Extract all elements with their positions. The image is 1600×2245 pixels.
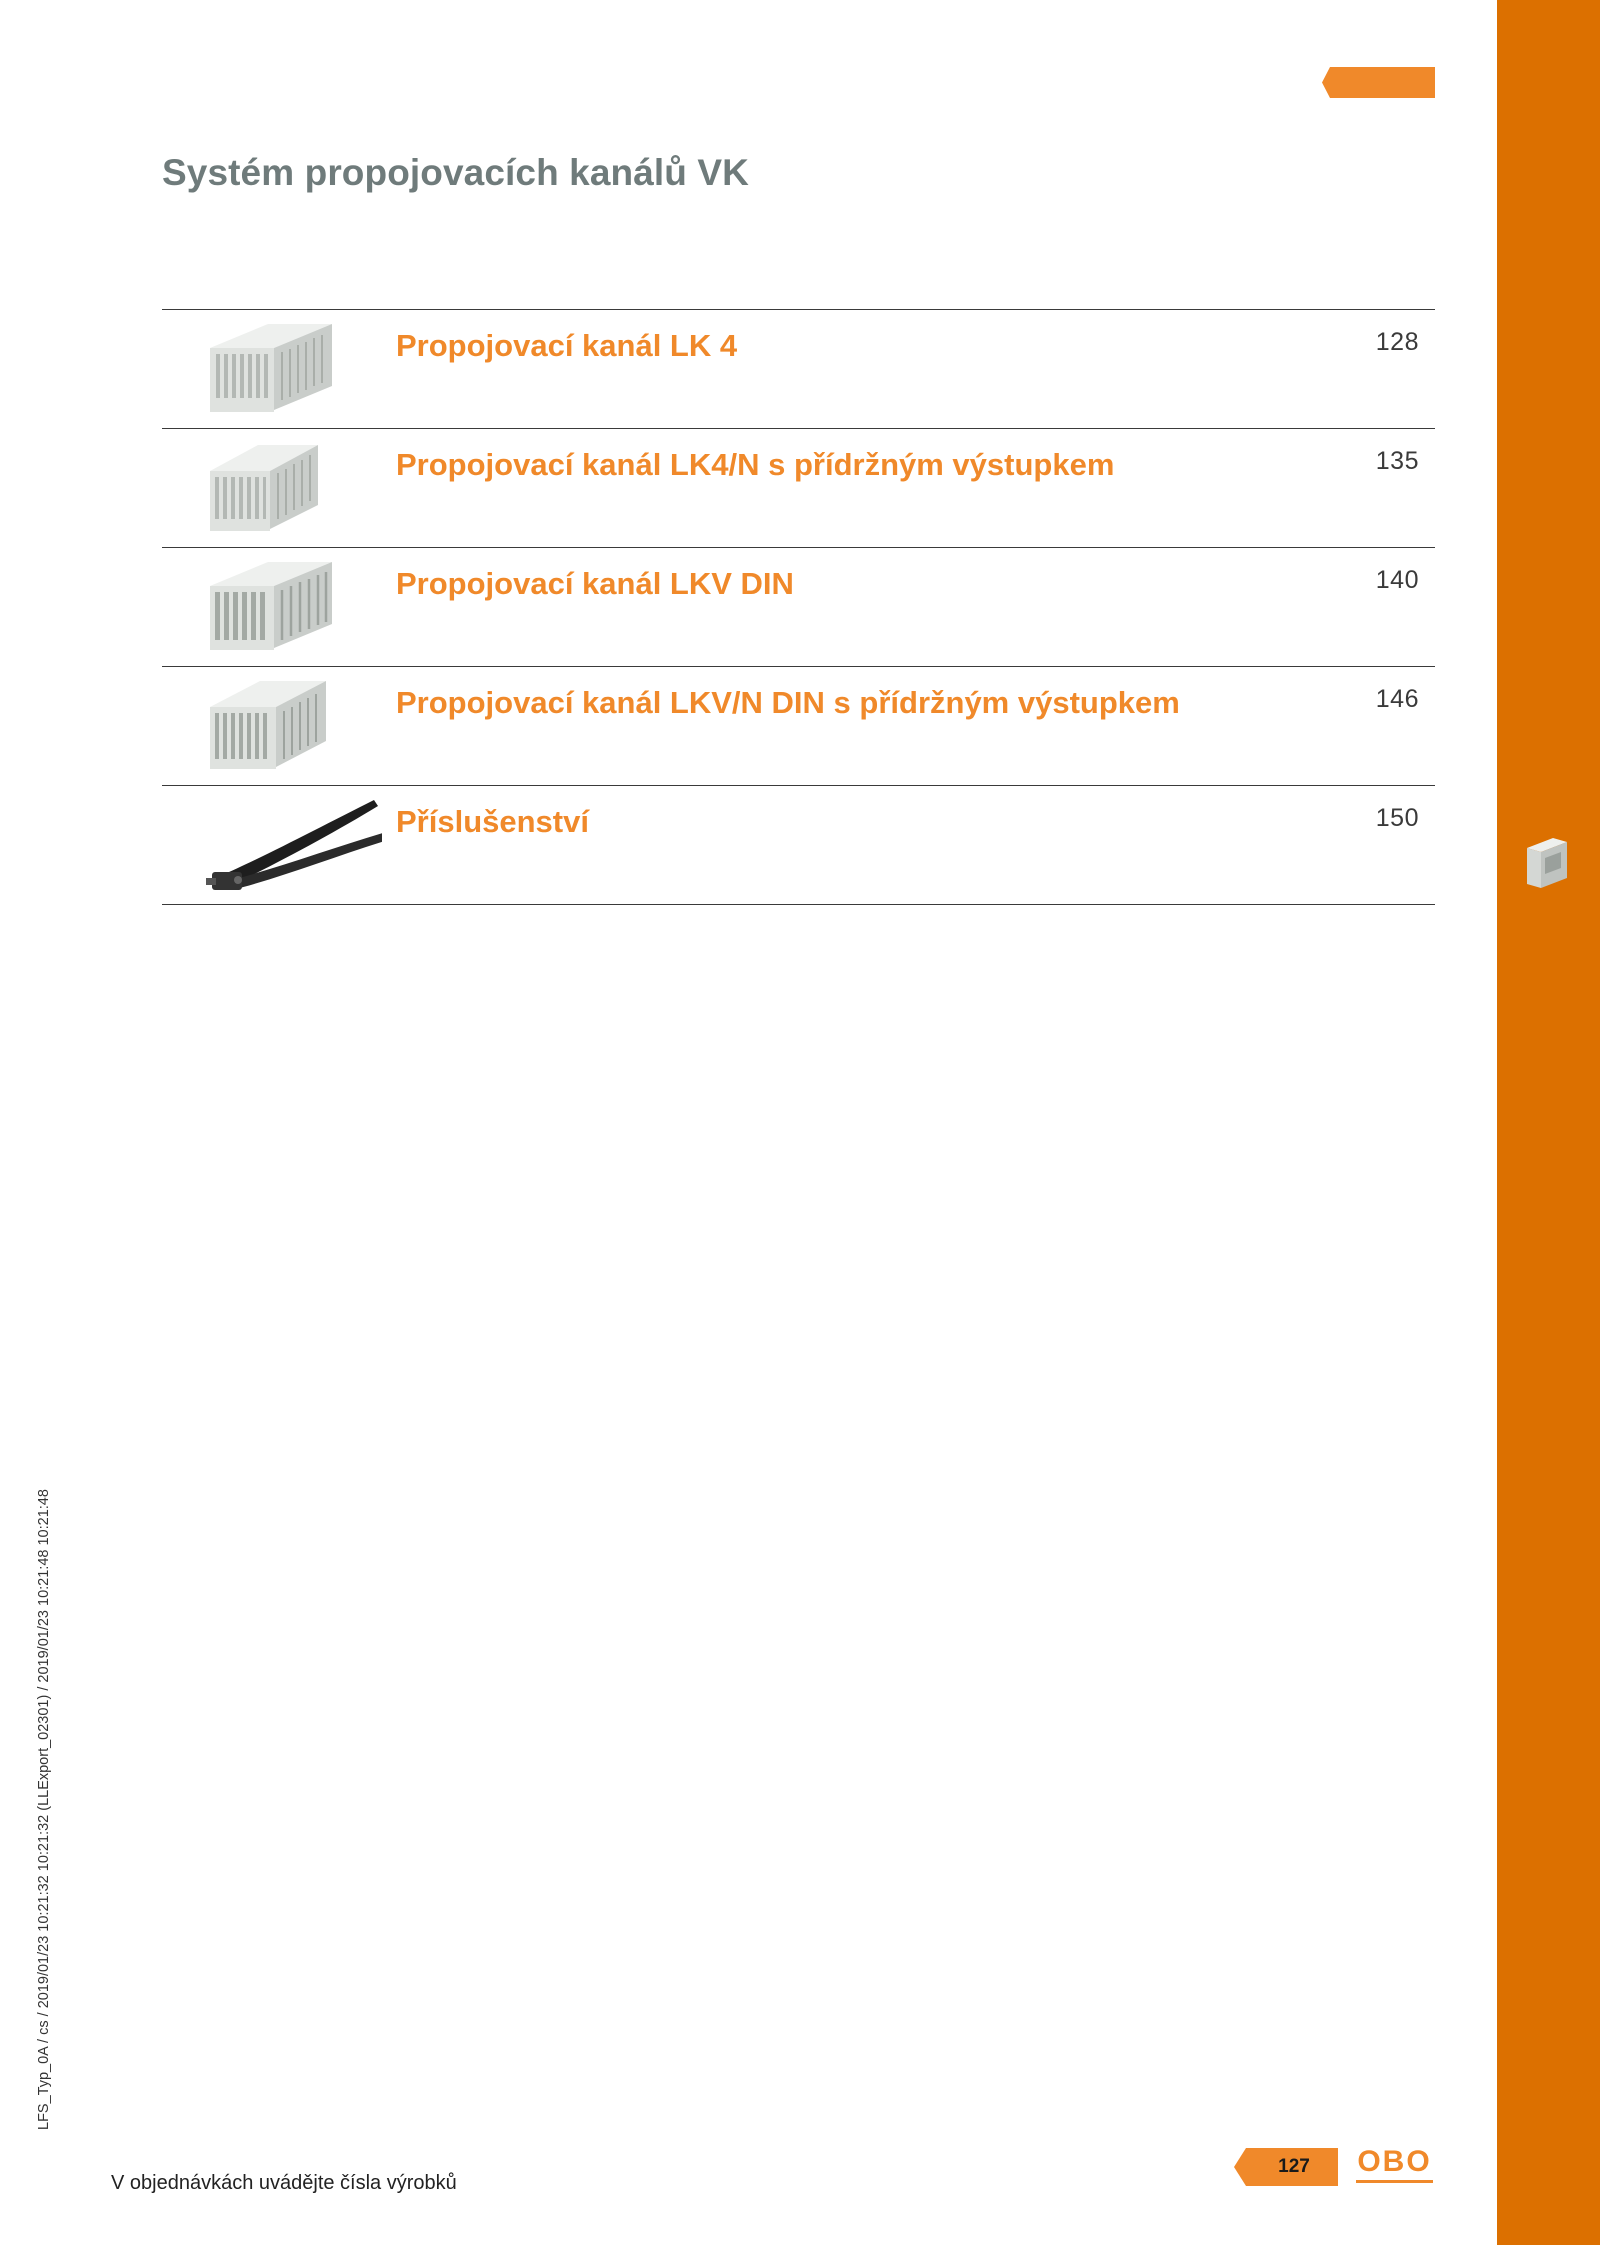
toc-entry-title[interactable]: Propojovací kanál LKV DIN (396, 566, 794, 601)
toc-entry-lkv-din[interactable] (162, 548, 1435, 667)
toc-entry-title[interactable]: Propojovací kanál LKV/N DIN s přídržným výstupkem (396, 685, 1180, 720)
duct-din-narrow-image (202, 673, 382, 777)
toc-entry-page: 150 (1375, 804, 1419, 832)
duct-din-wide-image (202, 554, 382, 658)
toc-entry-title[interactable]: Propojovací kanál LK4/N s přídržným výstupkem (396, 447, 1115, 482)
logo-text: OBO (1357, 2145, 1432, 2178)
footer-note: V objednávkách uvádějte čísla výrobků (111, 2172, 457, 2194)
page-title: Systém propojovacích kanálů VK (162, 152, 749, 193)
obo-logo (1356, 2147, 1433, 2185)
toc-entry-page: 140 (1375, 566, 1419, 594)
toc-entry-lk4[interactable] (162, 310, 1435, 429)
toc-entry-title[interactable]: Propojovací kanál LK 4 (396, 328, 738, 363)
toc-entry-title[interactable]: Příslušenství (396, 804, 589, 839)
side-color-band (1497, 0, 1600, 2245)
toc-entry-accessories[interactable] (162, 786, 1435, 905)
print-metadata: LFS_Typ_0A / cs / 2019/01/23 10:21:32 10:21:32 (LLExport_02301) / 2019/01/23 10:21:48 10:21:48 (36, 1489, 52, 2130)
page-number: 127 (1278, 2156, 1310, 2177)
toc-entry-lkvn-din[interactable] (162, 667, 1435, 786)
toc-entry-page: 146 (1375, 685, 1419, 713)
logo-underline-icon (1356, 2147, 1433, 2185)
toc-entry-lk4n[interactable] (162, 429, 1435, 548)
duct-slotted-narrow-image (202, 435, 382, 539)
section-tab-marker (1322, 67, 1435, 98)
pliers-image (202, 792, 382, 896)
cable-duct-icon (1523, 828, 1571, 892)
duct-slotted-wide-image (202, 316, 382, 420)
table-of-contents (162, 309, 1435, 905)
toc-entry-page: 128 (1375, 328, 1419, 356)
toc-entry-page: 135 (1375, 447, 1419, 475)
